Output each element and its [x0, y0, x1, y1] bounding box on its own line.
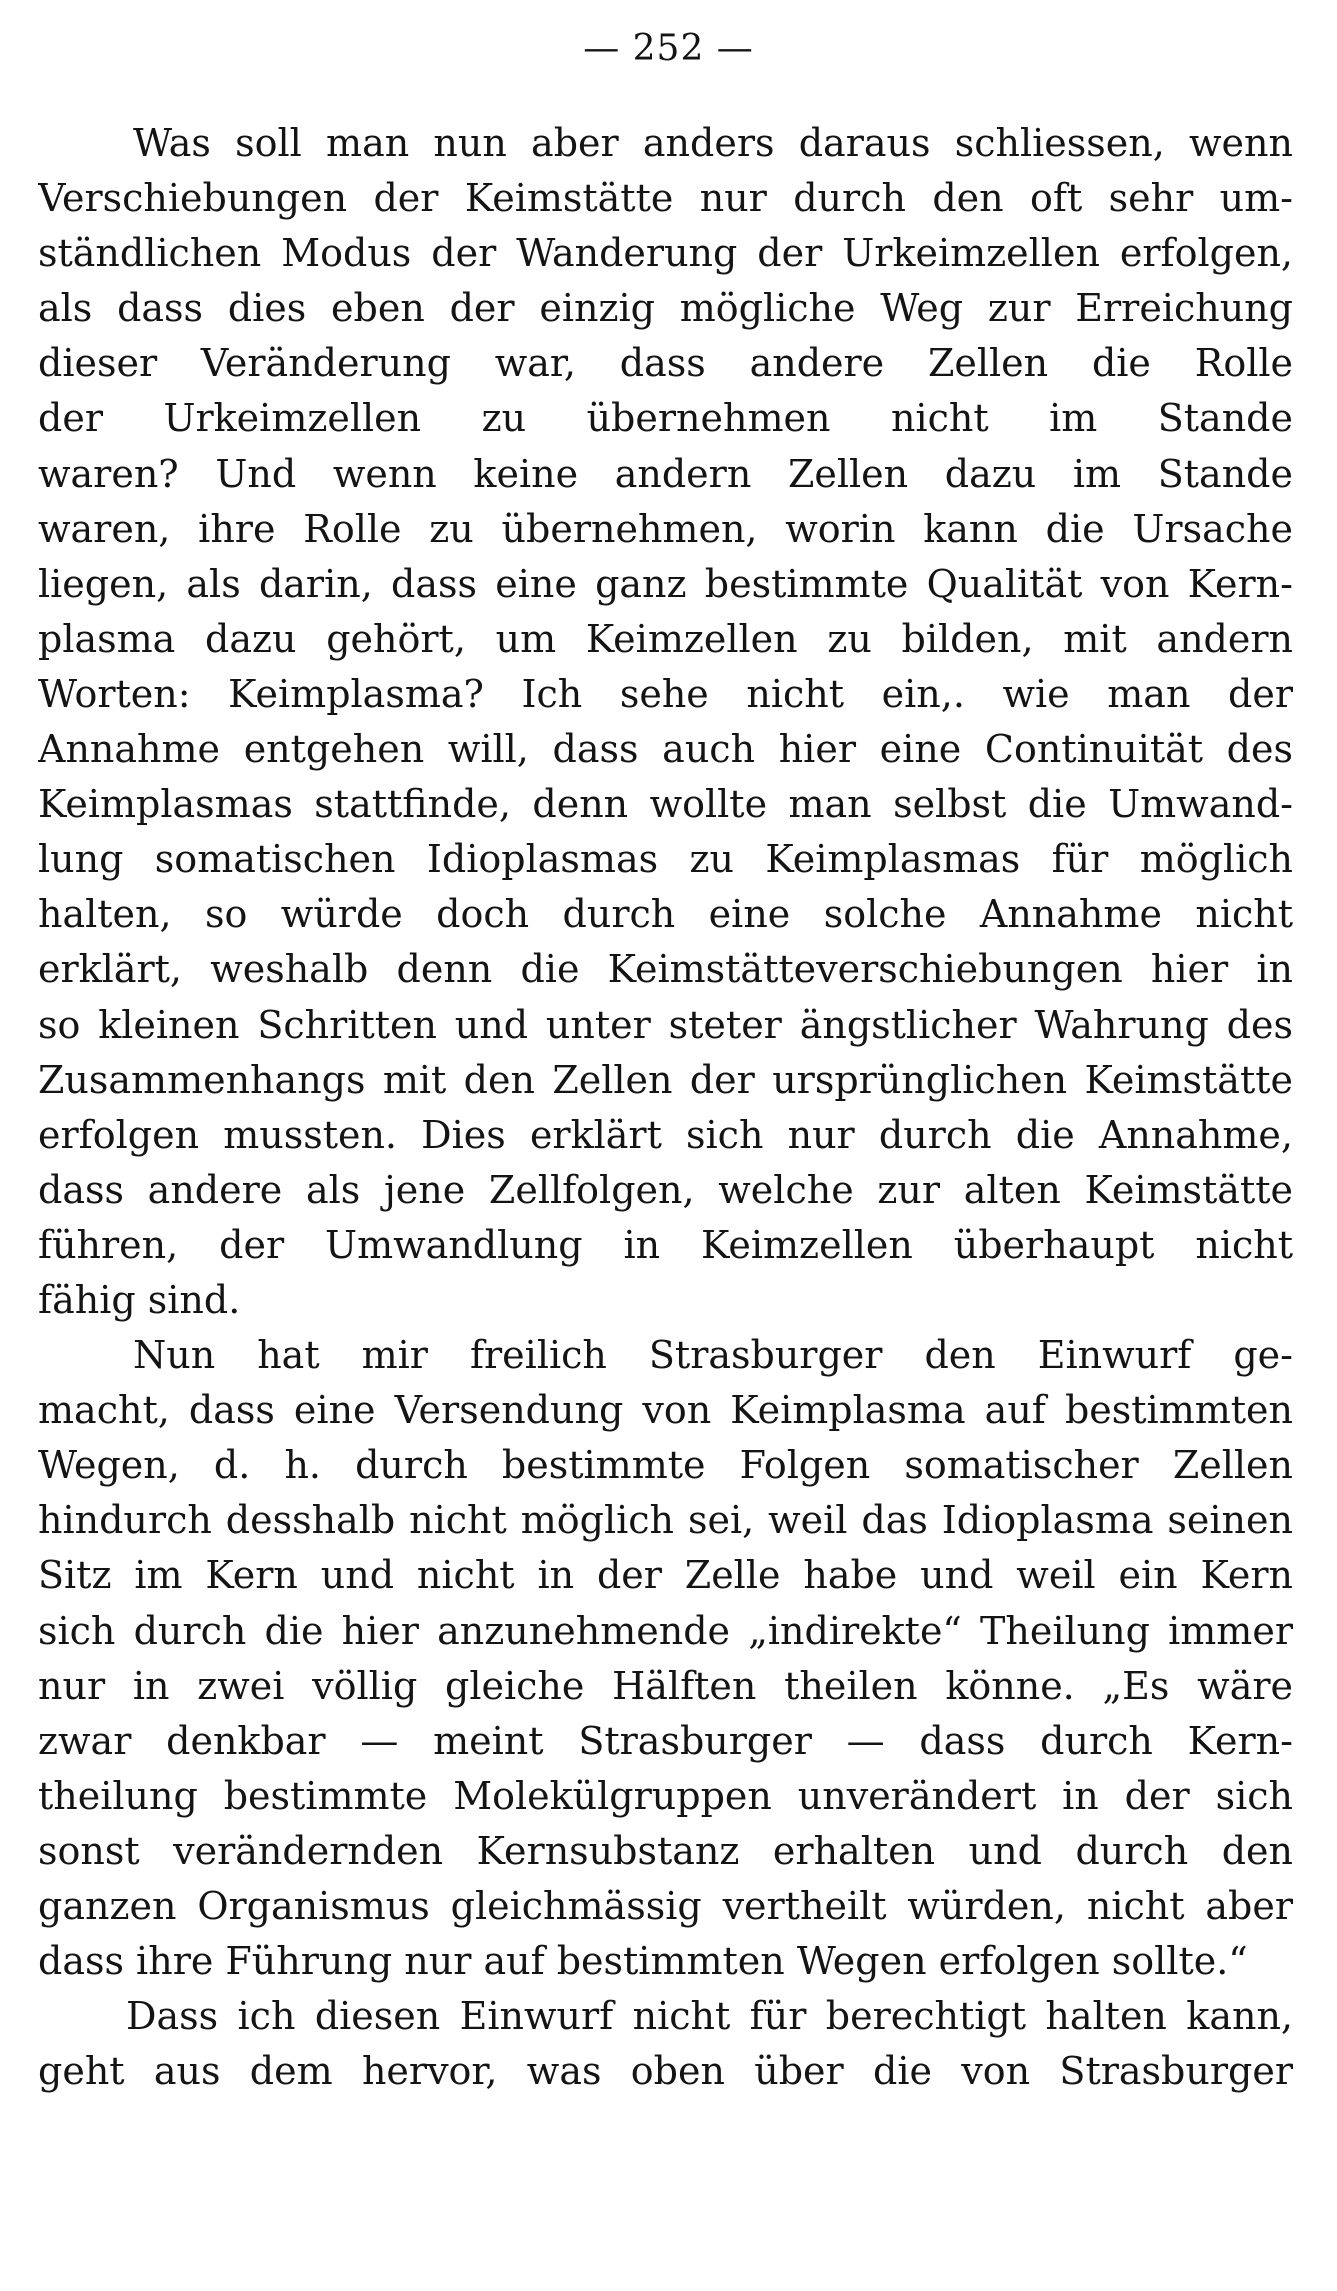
text-line: geht aus dem hervor, was oben über die von Strasburger: [38, 2049, 1293, 2094]
text-line: hindurch desshalb nicht möglich sei, weil das Idioplasma seinen: [38, 1498, 1293, 1543]
text-line: erklärt, weshalb denn die Keimstätteverschiebungen hier in: [38, 947, 1293, 992]
text-line: dieser Veränderung war, dass andere Zellen die Rolle: [38, 341, 1293, 386]
text-line: macht, dass eine Versendung von Keimplasma auf bestimmten: [38, 1388, 1293, 1433]
text-line: der Urkeimzellen zu übernehmen nicht im Stande: [38, 396, 1293, 441]
text-line: Dass ich diesen Einwurf nicht für berechtigt halten kann,: [126, 1994, 1293, 2039]
text-line: führen, der Umwandlung in Keimzellen überhaupt nicht: [38, 1222, 1293, 1267]
body-text: [38, 116, 1293, 2099]
text-line: lung somatischen Idioplasmas zu Keimplasmas für möglich: [38, 837, 1293, 882]
text-line: sich durch die hier anzunehmende „indirekte“ Theilung immer: [38, 1608, 1293, 1653]
text-line: liegen, als darin, dass eine ganz bestimmte Qualität von Kern-: [38, 561, 1293, 606]
text-line: plasma dazu gehört, um Keimzellen zu bilden, mit andern: [38, 616, 1293, 661]
text-line: so kleinen Schritten und unter steter ängstlicher Wahrung des: [38, 1002, 1293, 1047]
text-line: ständlichen Modus der Wanderung der Urkeimzellen erfolgen,: [38, 231, 1293, 276]
text-line: zwar denkbar — meint Strasburger — dass durch Kern-: [38, 1718, 1293, 1763]
text-line: sonst verändernden Kernsubstanz erhalten und durch den: [38, 1828, 1293, 1873]
text-line: Wegen, d. h. durch bestimmte Folgen somatischer Zellen: [38, 1443, 1293, 1488]
text-line: waren, ihre Rolle zu übernehmen, worin kann die Ursache: [38, 506, 1293, 551]
text-line: erfolgen mussten. Dies erklärt sich nur durch die Annahme,: [38, 1112, 1293, 1157]
text-line: nur in zwei völlig gleiche Hälften theilen könne. „Es wäre: [38, 1663, 1293, 1708]
paragraph-2: [38, 1328, 1293, 1989]
text-line: Was soll man nun aber anders daraus schliessen, wenn: [133, 121, 1293, 165]
text-line: Nun hat mir freilich Strasburger den Einwurf ge-: [133, 1333, 1293, 1378]
text-line: Keimplasmas stattfinde, denn wollte man selbst die Umwand-: [38, 782, 1293, 827]
text-line: theilung bestimmte Molekülgruppen unverändert in der sich: [38, 1773, 1293, 1818]
text-line: dass andere als jene Zellfolgen, welche zur alten Keimstätte: [38, 1167, 1293, 1212]
page-number: — 252 —: [583, 28, 754, 69]
paragraph-1: [38, 116, 1293, 1328]
text-line: Worten: Keimplasma? Ich sehe nicht ein,. wie man der: [38, 671, 1293, 716]
paragraph-3: [38, 1989, 1293, 2099]
text-line: Annahme entgehen will, dass auch hier eine Continuität des: [38, 727, 1293, 772]
text-line: fähig sind.: [38, 1277, 241, 1322]
text-line: Verschiebungen der Keimstätte nur durch den oft sehr um-: [38, 176, 1293, 221]
text-line: als dass dies eben der einzig mögliche Weg zur Erreichung: [38, 286, 1293, 331]
text-line: Zusammenhangs mit den Zellen der ursprünglichen Keimstätte: [38, 1057, 1293, 1102]
text-line: Sitz im Kern und nicht in der Zelle habe und weil ein Kern: [38, 1553, 1293, 1598]
text-line: waren? Und wenn keine andern Zellen dazu im Stande: [38, 451, 1293, 496]
text-line: halten, so würde doch durch eine solche Annahme nicht: [38, 892, 1293, 937]
text-line: ganzen Organismus gleichmässig vertheilt würden, nicht aber: [38, 1884, 1293, 1928]
text-line: dass ihre Führung nur auf bestimmten Wegen erfolgen sollte.“: [38, 1939, 1248, 1984]
